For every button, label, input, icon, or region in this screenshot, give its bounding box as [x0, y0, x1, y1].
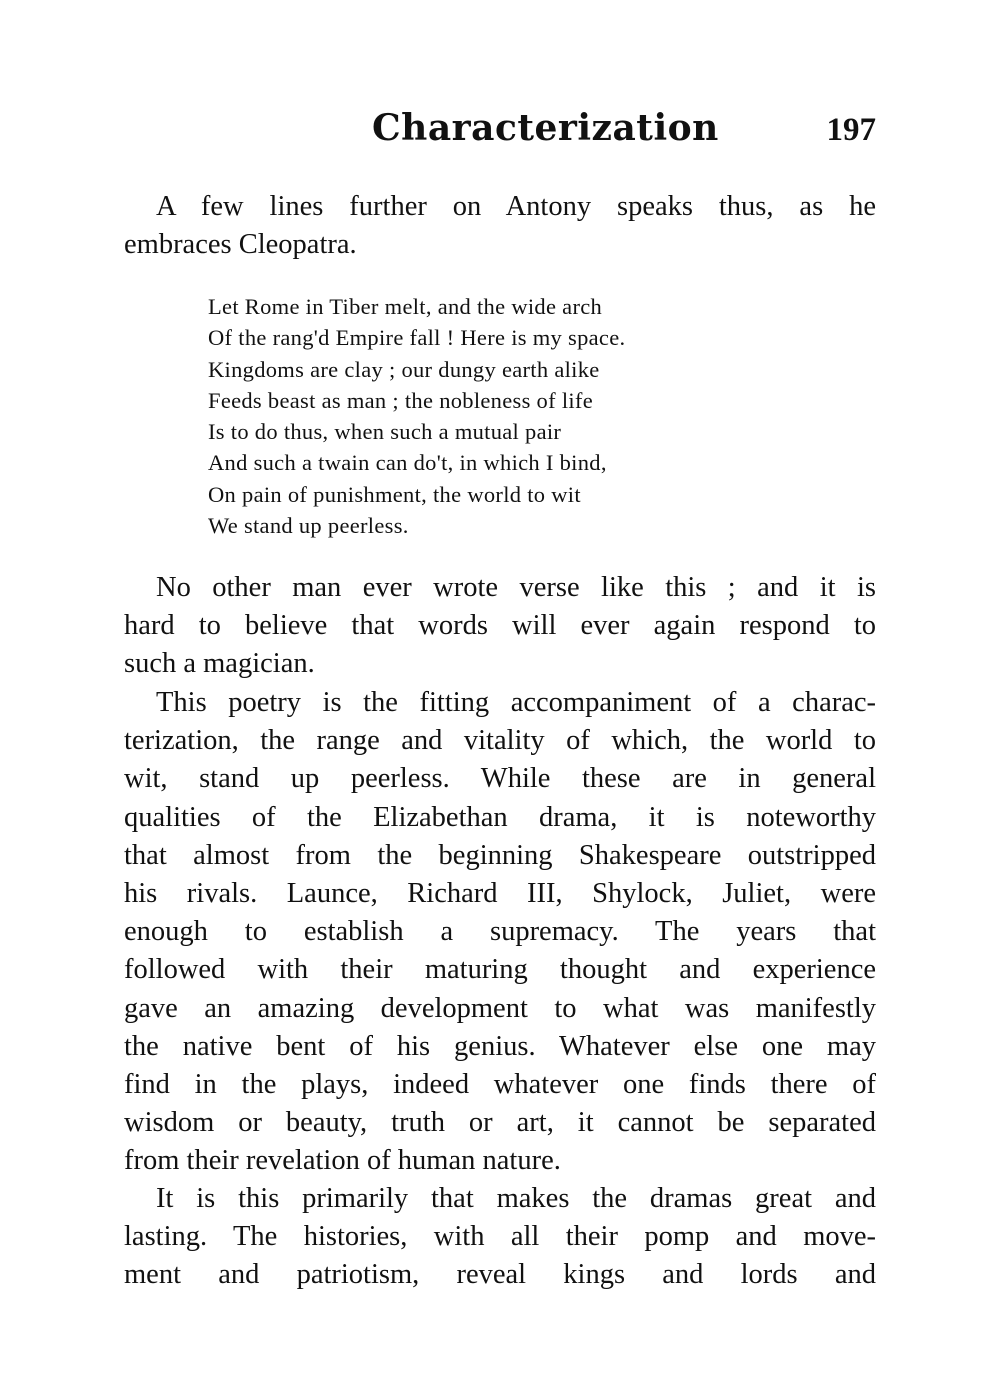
- running-title: Characterization: [372, 107, 719, 149]
- verse-line: We stand up peerless.: [208, 513, 409, 539]
- text-line: wit, stand up peerless. While these are in general: [124, 763, 876, 795]
- text-line: wisdom or beauty, truth or art, it cannot be separated: [124, 1107, 876, 1139]
- verse-line: Is to do thus, when such a mutual pair: [208, 419, 562, 445]
- main-paragraph: [124, 684, 876, 1180]
- text-line: ment and patriotism, reveal kings and lords and: [124, 1259, 876, 1291]
- final-paragraph: [124, 1180, 876, 1295]
- verse-line: Let Rome in Tiber melt, and the wide arch: [208, 294, 603, 319]
- text-line: embraces Cleopatra.: [124, 229, 357, 261]
- verse-quotation: [208, 291, 625, 541]
- text-line: from their revelation of human nature.: [124, 1145, 561, 1177]
- verse-line: On pain of punishment, the world to wit: [208, 481, 581, 507]
- text-line: find in the plays, indeed whatever one finds there of: [124, 1068, 876, 1100]
- verse-line: Of the rang'd Empire fall ! Here is my space.: [208, 325, 626, 351]
- text-line: the native bent of his genius. Whatever else one may: [124, 1030, 876, 1062]
- text-line: terization, the range and vitality of which, the world to: [124, 725, 876, 757]
- text-line: that almost from the beginning Shakespeare outstripped: [124, 839, 876, 871]
- text-line: gave an amazing development to what was manifestly: [124, 992, 876, 1024]
- after-verse-paragraph: [124, 569, 876, 684]
- text-line: enough to establish a supremacy. The years that: [124, 916, 876, 948]
- verse-line: Feeds beast as man ; the nobleness of life: [208, 387, 594, 413]
- text-line: such a magician.: [124, 648, 315, 680]
- text-line: A few lines further on Antony speaks thus, as he: [156, 191, 876, 222]
- verse-line: Kingdoms are clay ; our dungy earth alike: [208, 356, 600, 382]
- text-line: lasting. The histories, with all their pomp and move-: [124, 1221, 876, 1253]
- running-head: [124, 100, 876, 160]
- text-line: No other man ever wrote verse like this ; and it is: [156, 572, 876, 603]
- text-line: It is this primarily that makes the dramas great and: [156, 1183, 876, 1214]
- page-number: 197: [826, 112, 876, 148]
- intro-paragraph: [124, 188, 876, 264]
- text-line: This poetry is the fitting accompaniment of a charac-: [156, 687, 876, 718]
- text-line: qualities of the Elizabethan drama, it is noteworthy: [124, 801, 876, 833]
- text-line: his rivals. Launce, Richard III, Shylock, Juliet, were: [124, 877, 876, 909]
- text-line: hard to believe that words will ever again respond to: [124, 610, 876, 642]
- verse-line: And such a twain can do't, in which I bind,: [208, 450, 607, 476]
- text-line: followed with their maturing thought and experience: [124, 954, 876, 986]
